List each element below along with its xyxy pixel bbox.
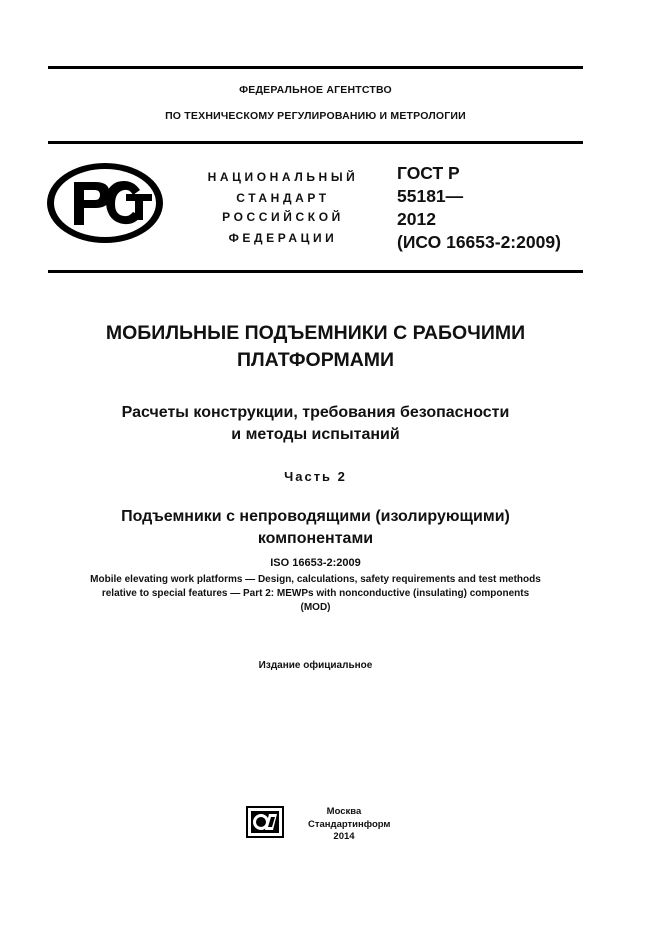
designation-line3: 2012 bbox=[397, 209, 436, 229]
iso-code: ISO 16653-2:2009 bbox=[270, 557, 361, 569]
publisher-info bbox=[308, 806, 391, 844]
document-subtitle-line2: и методы испытаний bbox=[231, 426, 400, 443]
document-subtitle bbox=[40, 402, 591, 446]
designation-line4: (ИСО 16653-2:2009) bbox=[397, 232, 561, 252]
iso-title-line2: relative to special features — Part 2: MEWPs with nonconductive (insulating) components bbox=[101, 588, 530, 599]
publisher-name: Стандартинформ bbox=[308, 818, 391, 830]
agency-name-line1: ФЕДЕРАЛЬНОЕ АГЕНТСТВО bbox=[239, 84, 392, 96]
document-title-line1: МОБИЛЬНЫЕ ПОДЪЕМНИКИ С РАБОЧИМИ bbox=[105, 322, 526, 344]
standard-label-line1: НАЦИОНАЛЬНЫЙ bbox=[207, 170, 359, 184]
standard-label-line4: ФЕДЕРАЦИИ bbox=[228, 231, 338, 245]
agency-name-line2: ПО ТЕХНИЧЕСКОМУ РЕГУЛИРОВАНИЮ И МЕТРОЛОГИИ bbox=[165, 110, 466, 122]
standard-label-line3: РОССИЙСКОЙ bbox=[222, 210, 344, 224]
standard-label-line2: СТАНДАРТ bbox=[236, 191, 330, 205]
part-title-line2: компонентами bbox=[257, 530, 374, 547]
designation-line1: ГОСТ Р bbox=[397, 163, 460, 183]
standartinform-logo-icon bbox=[246, 806, 284, 838]
part-title bbox=[40, 506, 591, 550]
iso-title-line3: (MOD) bbox=[300, 602, 331, 613]
header-rule bbox=[48, 141, 583, 144]
publisher-year: 2014 bbox=[333, 831, 355, 842]
iso-title bbox=[40, 573, 591, 615]
rst-certification-mark-icon bbox=[44, 160, 166, 246]
designation-line2: 55181— bbox=[397, 186, 464, 206]
edition-label: Издание официальное bbox=[258, 660, 373, 671]
document-title bbox=[40, 320, 591, 374]
document-title-line2: ПЛАТФОРМАМИ bbox=[236, 349, 395, 371]
iso-title-line1: Mobile elevating work platforms — Design, calculations, safety requirements and test methods bbox=[90, 574, 541, 585]
document-subtitle-line1: Расчеты конструкции, требования безопасности bbox=[121, 404, 510, 421]
part-number: Часть 2 bbox=[284, 469, 347, 484]
designation-rule bbox=[48, 270, 583, 273]
part-title-line1: Подъемники с непроводящими (изолирующими) bbox=[121, 508, 510, 525]
top-rule bbox=[48, 66, 583, 69]
publisher-city: Москва bbox=[326, 806, 362, 817]
